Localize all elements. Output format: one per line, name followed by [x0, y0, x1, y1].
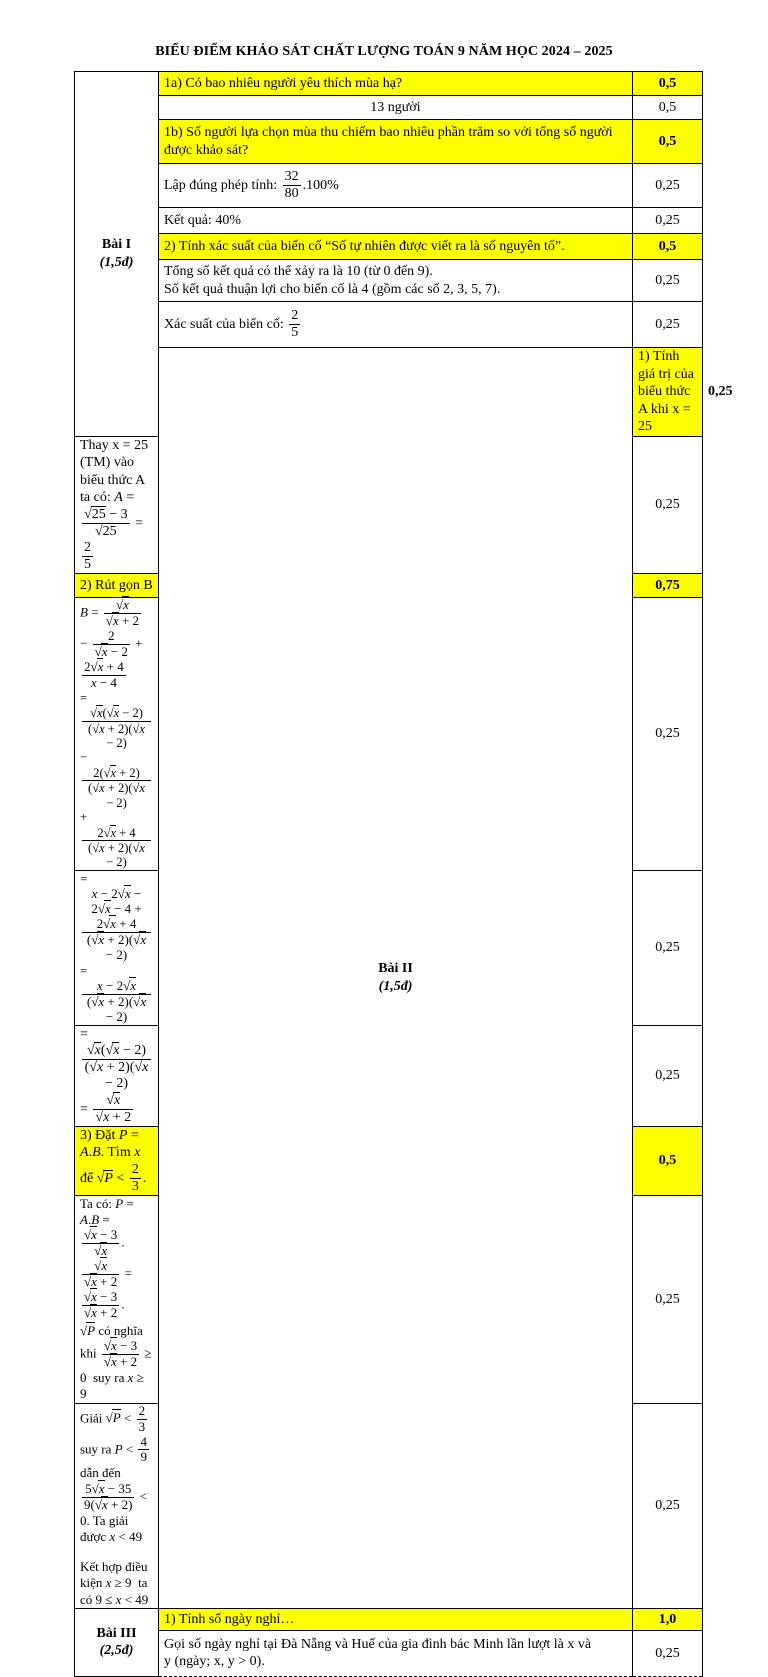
result-score: 0,25	[633, 208, 703, 234]
bai-1-label: Bài I (1,5đ)	[75, 72, 159, 437]
probability-step: Xác suất của biến cố: $\frac{2}{5}$	[159, 302, 633, 348]
q1a-score: 0,5	[633, 72, 703, 96]
simplify-step-3-score: 0,25	[633, 1025, 703, 1126]
calc-score: 0,25	[633, 164, 703, 208]
bai2-q2-score: 0,75	[633, 573, 703, 597]
simplify-step-1-score: 0,25	[633, 597, 703, 870]
solve-step: Giải √P < $\frac{2}{3}$ suy ra P < $\frac{4}{9}$ dẫn đến $\frac{5√x - 35}{9(√x + 2)}$ < 0. Ta giải được x < 49 Kết hợp điều kiện x ≥ 9 ta có 9 ≤ x < 49	[75, 1403, 159, 1608]
condition-score: 0,25	[633, 1195, 703, 1403]
bai-2-label: Bài II (1,5đ)	[159, 348, 633, 1609]
bai2-q3-score: 0,5	[633, 1126, 703, 1195]
q1b-header: 1b) Số người lựa chọn mùa thu chiếm bao nhiêu phần trăm so với tổng số người được khảo sát?	[159, 120, 633, 164]
substitution-score: 0,25	[633, 436, 703, 573]
q2-score: 0,5	[633, 234, 703, 260]
bai2-q1-header: 1) Tính giá trị của biểu thức A khi x = 25	[633, 348, 703, 437]
q1a-header: 1a) Có bao nhiêu người yêu thích mùa hạ?	[159, 72, 633, 96]
solve-score: 0,25	[633, 1403, 703, 1608]
probability-score: 0,25	[633, 302, 703, 348]
outcomes-step: Tổng số kết quả có thể xảy ra là 10 (từ 0 đến 9). Số kết quả thuận lợi cho biến cố là 4 (gồm các số 2, 3, 5, 7).	[159, 260, 633, 302]
a1a-answer: 13 người	[159, 96, 633, 120]
let-variables-step: Gọi số ngày nghỉ tại Đà Nẵng và Huế của gia đình bác Minh lần lượt là x và y (ngày; x, y > 0).	[159, 1630, 633, 1676]
bai3-q1-header: 1) Tính số ngày nghỉ…	[159, 1608, 633, 1630]
substitution-step: Thay x = 25 (TM) vào biểu thức A ta có: A = $\frac{√25 - 3}{√25}$ = $\frac{2}{5}$	[75, 436, 159, 573]
let-variables-score: 0,25	[633, 1630, 703, 1676]
simplify-step-2-score: 0,25	[633, 870, 703, 1025]
q1b-score: 0,5	[633, 120, 703, 164]
outcomes-score: 0,25	[633, 260, 703, 302]
simplify-step-3: = $\frac{√x(√x - 2)}{(√x + 2)(√x - 2)}$ = $\frac{√x}{√x + 2}$	[75, 1025, 159, 1126]
page-title: BIỂU ĐIỂM KHẢO SÁT CHẤT LƯỢNG TOÁN 9 NĂM HỌC 2024 – 2025	[155, 44, 613, 59]
simplify-step-1: B = $\frac{√x}{√x + 2}$ − $\frac{2}{√x - 2}$ + $\frac{2√x + 4}{x - 4}$ = $\frac{√x(√x - 2)}{(√x + 2)(√x - 2)}$ − $\frac{2(√x + 2)}{(√x + 2)(√x - 2)}$ + $\frac{2√x + 4}{(√x + 2)(√x - 2)}$	[75, 597, 159, 870]
bai2-q3-header: 3) Đặt P = A.B. Tìm x để √P < $\frac{2}{3}$ .	[75, 1126, 159, 1195]
bai3-q1-score: 1,0	[633, 1608, 703, 1630]
result-step: Kết quả: 40%	[159, 208, 633, 234]
bai-3-label: Bài III (2,5đ)	[75, 1608, 159, 1676]
grading-table: Bài I (1,5đ) 1a) Có bao nhiêu người yêu thích mùa hạ? 0,5 13 người 0,5 1b) Số người lựa chọn mùa thu chiếm bao nhiêu phần trăm so với tổng số người được khảo sát? 0,5 Lập đúng phép tính: $\frac{32}{80}$ .100% 0,25 Kết quả: 40% 0,25 2) Tính xác suất của biến cố “Số tự nhiên được viết ra là số nguyên tố”. 0,5 Tổng số kết quả có thể xảy ra là 10 (từ 0 đến 9). Số kết quả thuận lợi cho biến cố là 4 (gồm các số 2, 3, 5, 7). 0,25 Xác suất của biến cố: $\frac{2}{5}$ 0,25 Bài II (1,5đ) 1) Tính giá trị của biểu thức A khi x = 25 0,25 Thay x = 25 (TM) vào biểu thức A ta có: A = $\frac{√25 - 3}{√25}$ = $\frac{2}{5}$ 0,25 2) Rút gọn B 0,75 B = $\frac{√x}{√x + 2}$ − $\frac{2}{√x - 2}$ + $\frac{2√x + 4}{x - 4}$ = $\frac{√x(√x - 2)}{(√x + 2)(√x - 2)}$ − $\frac{2(√x + 2)}{(√x + 2)(√x - 2)}$ + $\frac{2√x + 4}{(√x + 2)(√x - 2)}$ 0,25 = $\frac{x - 2√x - 2√x - 4 + 2√x + 4}{(√x + 2)(√x - 2)}$ = $\frac{x - 2√x}{(√x + 2)(√x - 2)}$ 0,25 = $\frac{√x(√x - 2)}{(√x + 2)(√x - 2)}$ = $\frac{√x}{√x + 2}$ 0,25 3) Đặt P = A.B. Tìm x để √P < $\frac{2}{3}$ . 0,5 Ta có: P = A.B = $\frac{√x - 3}{√x}$ . $\frac{√x}{√x + 2}$ = $\frac{√x - 3}{√x + 2}$ . √P có nghĩa khi $\frac{√x - 3}{√x + 2}$ ≥ 0 suy ra x ≥ 9 0,25 Giải √P < $\frac{2}{3}$ suy ra P < $\frac{4}{9}$ dẫn đến $\frac{5√x - 35}{9(√x + 2)}$ < 0. Ta giải được x < 49 Kết hợp điều kiện x ≥ 9 ta có 9 ≤ x < 49 0,25 Bài III (2,5đ) 1) Tính số ngày nghỉ… 1,0 Gọi số ngày nghỉ tại Đà Nẵng và Huế của gia đình bác Minh lần lượt là x và y (ngày; x, y > 0). 0,25	[74, 71, 703, 1677]
q2-header: 2) Tính xác suất của biến cố “Số tự nhiên được viết ra là số nguyên tố”.	[159, 234, 633, 260]
condition-step: Ta có: P = A.B = $\frac{√x - 3}{√x}$ . $\frac{√x}{√x + 2}$ = $\frac{√x - 3}{√x + 2}$ . √P có nghĩa khi $\frac{√x - 3}{√x + 2}$ ≥ 0 suy ra x ≥ 9	[75, 1195, 159, 1403]
calc-step: Lập đúng phép tính: $\frac{32}{80}$ .100%	[159, 164, 633, 208]
a1a-score: 0,5	[633, 96, 703, 120]
bai2-q2-header: 2) Rút gọn B	[75, 573, 159, 597]
simplify-step-2: = $\frac{x - 2√x - 2√x - 4 + 2√x + 4}{(√x + 2)(√x - 2)}$ = $\frac{x - 2√x}{(√x + 2)(√x - 2)}$	[75, 870, 159, 1025]
